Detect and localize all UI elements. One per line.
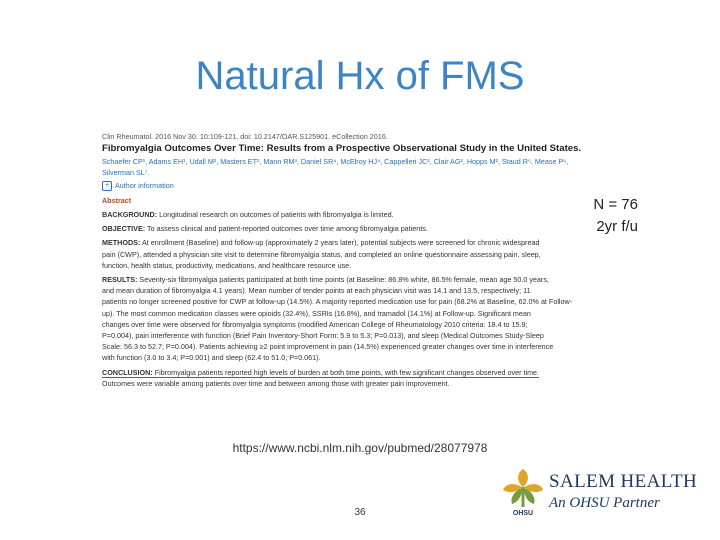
sample-size-text: N = 76: [593, 196, 638, 213]
conclusion-text: Outcomes were variable among patients over time and between among those with greater pain improvement.: [102, 378, 450, 388]
abstract-section-background: [102, 209, 622, 220]
logo-subtitle: An OHSU Partner: [549, 495, 660, 511]
author-list-line[interactable]: Silverman SL⁷.: [102, 168, 150, 178]
section-text: and mean duration of fibromyalgia 4.1 years). Mean number of tender points at each physician visit was 14.1 and 13.5, respectively; 11: [102, 286, 531, 296]
logo-mark-icon: [498, 463, 548, 513]
section-text: Scale: 56.3 to 52.7; P=0.004). Patients achieving ≥2 point improvement in pain (14.5%) experienced greater changes over time in interference: [102, 342, 554, 352]
logo-name: SALEM HEALTH: [549, 471, 698, 492]
section-text: pain (CWP), attended a physician site visit to determine fibromyalgia status, and completed an online questionnaire assessing pain, sleep,: [102, 249, 541, 259]
section-text: P=0.004), pain interference with function (Brief Pain Inventory-Short Form: 5.9 to 5.3; P=0.013), and sleep (Medical Outcomes Study-Sleep: [102, 331, 544, 341]
section-label: RESULTS:: [102, 275, 138, 285]
salem-health-logo: [498, 463, 708, 525]
author-information-toggle[interactable]: [102, 180, 622, 191]
section-text: Seventy-six fibromyalgia patients participated at both time points (at Baseline: 86.8% white, 86.5% female, mean age 50.0 years,: [137, 275, 549, 285]
author-information-label: Author information: [115, 180, 174, 190]
expand-plus-icon: +: [102, 181, 112, 191]
section-label: METHODS:: [102, 238, 141, 248]
abstract-section-conclusion: [102, 367, 622, 389]
author-list-line[interactable]: Schaefer CP¹, Adams EH¹, Udall M², Masters ET², Mann RM³, Daniel SR⁴, McElroy HJ⁴, Cappelleri JC², Clair AG², Hopps M², Staud R⁵, Mease P⁶,: [102, 157, 569, 167]
section-text: function, health status, productivity, medications, and healthcare resource use.: [102, 260, 352, 270]
section-text: Longitudinal research on outcomes of patients with fibromyalgia is limited.: [157, 210, 394, 220]
section-text: patients no longer screened positive for CWP at follow-up (14.5%). A majority reported medication use for pain (68.2% at Baseline, 62.0% at Follow-: [102, 297, 573, 307]
abstract-heading: Abstract: [102, 195, 132, 205]
citation-meta: Clin Rheumatol. 2016 Nov 30. 10:109-121. doi: 10.2147/OAR.S125901. eCollection 2016.: [102, 132, 388, 141]
section-text: changes over time were observed for fibromyalgia symptoms (modified American College of Rheumatology 2010 criteria: 18.4 to 15.9;: [102, 319, 528, 329]
page-number: 36: [354, 507, 366, 518]
section-label: OBJECTIVE:: [102, 224, 146, 234]
conclusion-highlighted-text: Fibromyalgia patients reported high levels of burden at both time points, with few significant changes observed over time.: [152, 367, 540, 377]
section-text: with function (3.0 to 3.4; P=0.001) and sleep (62.4 to 51.0; P=0.061).: [102, 353, 321, 363]
study-note: [593, 194, 638, 238]
source-url[interactable]: https://www.ncbi.nlm.nih.gov/pubmed/28077978: [232, 441, 488, 455]
section-text: up). The most common medication classes were opioids (32.4%), SSRIs (16.8%), and tramadol (14.1%) at Follow-up. Significant mean: [102, 308, 531, 318]
abstract-section-results: [102, 274, 622, 364]
section-label: BACKGROUND:: [102, 210, 158, 220]
section-text: To assess clinical and patient-reported outcomes over time among fibromyalgia patients.: [145, 224, 428, 234]
abstract-screenshot: [102, 131, 622, 393]
follow-up-text: 2yr f/u: [596, 218, 638, 235]
section-text: At enrollment (Baseline) and follow-up (approximately 2 years later), potential subjects were screened for chronic widespread: [140, 238, 540, 248]
slide-title: Natural Hx of FMS: [195, 54, 525, 98]
article-title: Fibromyalgia Outcomes Over Time: Results from a Prospective Observational Study in the United States.: [102, 143, 582, 155]
conclusion-label: CONCLUSION:: [102, 367, 153, 377]
abstract-section-objective: [102, 223, 622, 234]
abstract-section-methods: [102, 237, 622, 271]
ohsu-mark-text: OHSU: [512, 510, 534, 517]
